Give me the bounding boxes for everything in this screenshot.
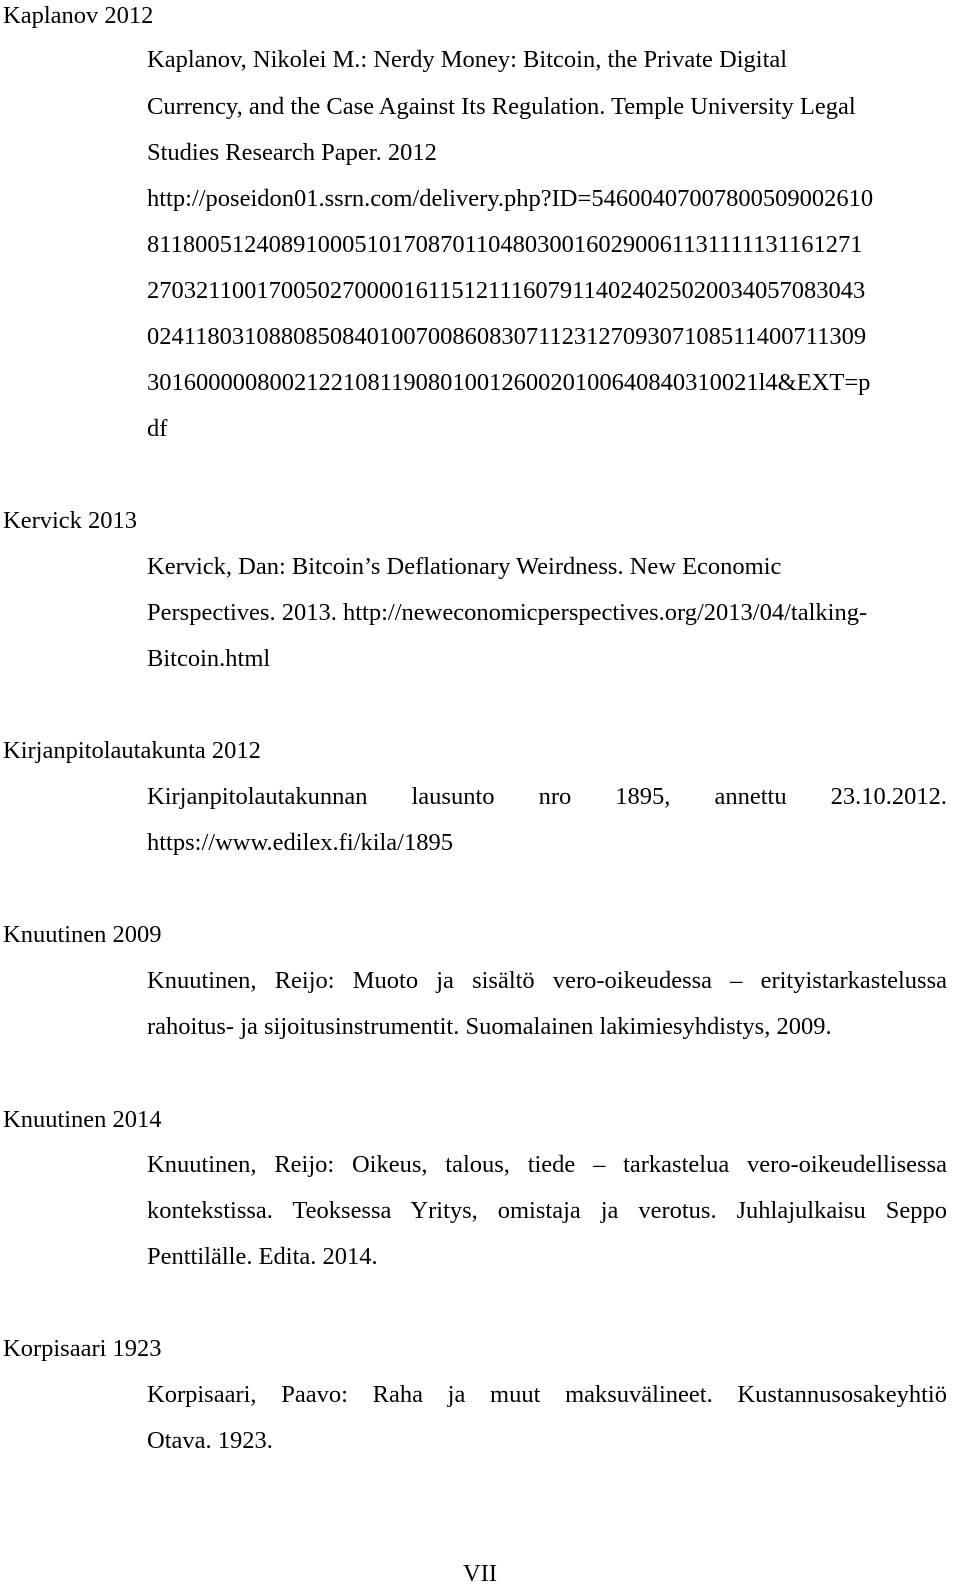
reference-text-line: Penttilälle. Edita. 2014. [147,1243,378,1270]
reference-text-line: Perspectives. 2013. http://neweconomicperspectives.org/2013/04/talking- [147,599,868,626]
reference-url-line: 27032110017005027000016115121116079114024025020034057083043 [147,277,866,304]
reference-text-line: Kirjanpitolautakunnan lausunto nro 1895, annettu 23.10.2012. [147,783,947,810]
reference-key: Kaplanov 2012 [3,2,154,29]
reference-key: Kervick 2013 [3,507,138,534]
reference-text-line: Currency, and the Case Against Its Regulation. Temple University Legal [147,93,856,120]
reference-url-line: 02411803108808508401007008608307112312709307108511400711309 [147,323,867,350]
reference-text-line: Kervick, Dan: Bitcoin’s Deflationary Weirdness. New Economic [147,553,782,580]
reference-url-line: 81180051240891000510170870110480300160290061131111131161271 [147,231,863,258]
page-number: VII [462,1560,497,1587]
reference-key: Korpisaari 1923 [3,1335,162,1362]
reference-url-line: https://www.edilex.fi/kila/1895 [147,829,453,856]
reference-key: Kirjanpitolautakunta 2012 [3,737,261,764]
reference-text-line: kontekstissa. Teoksessa Yritys, omistaja ja verotus. Juhlajulkaisu Seppo [147,1197,947,1224]
reference-text-line: Studies Research Paper. 2012 [147,139,437,166]
reference-text-line: Otava. 1923. [147,1427,273,1454]
reference-url-line: http://poseidon01.ssrn.com/delivery.php?ID=54600407007800509002610 [147,185,874,212]
reference-text-line: Knuutinen, Reijo: Muoto ja sisältö vero-oikeudessa – erityistarkastelussa [147,967,947,994]
reference-text-line: rahoitus- ja sijoitusinstrumentit. Suomalainen lakimiesyhdistys, 2009. [147,1013,832,1040]
reference-key: Knuutinen 2009 [3,921,162,948]
reference-text-line: Korpisaari, Paavo: Raha ja muut maksuvälineet. Kustannusosakeyhtiö [147,1381,947,1408]
reference-key: Knuutinen 2014 [3,1106,162,1133]
reference-text-line: Bitcoin.html [147,645,271,672]
reference-text-line: Knuutinen, Reijo: Oikeus, talous, tiede – tarkastelua vero-oikeudellisessa [147,1151,947,1178]
reference-text-line: Kaplanov, Nikolei M.: Nerdy Money: Bitcoin, the Private Digital [147,46,788,73]
reference-url-line: 30160000080021221081190801001260020100640840310021l4&EXT=p [147,369,871,396]
reference-url-line: df [147,415,168,442]
